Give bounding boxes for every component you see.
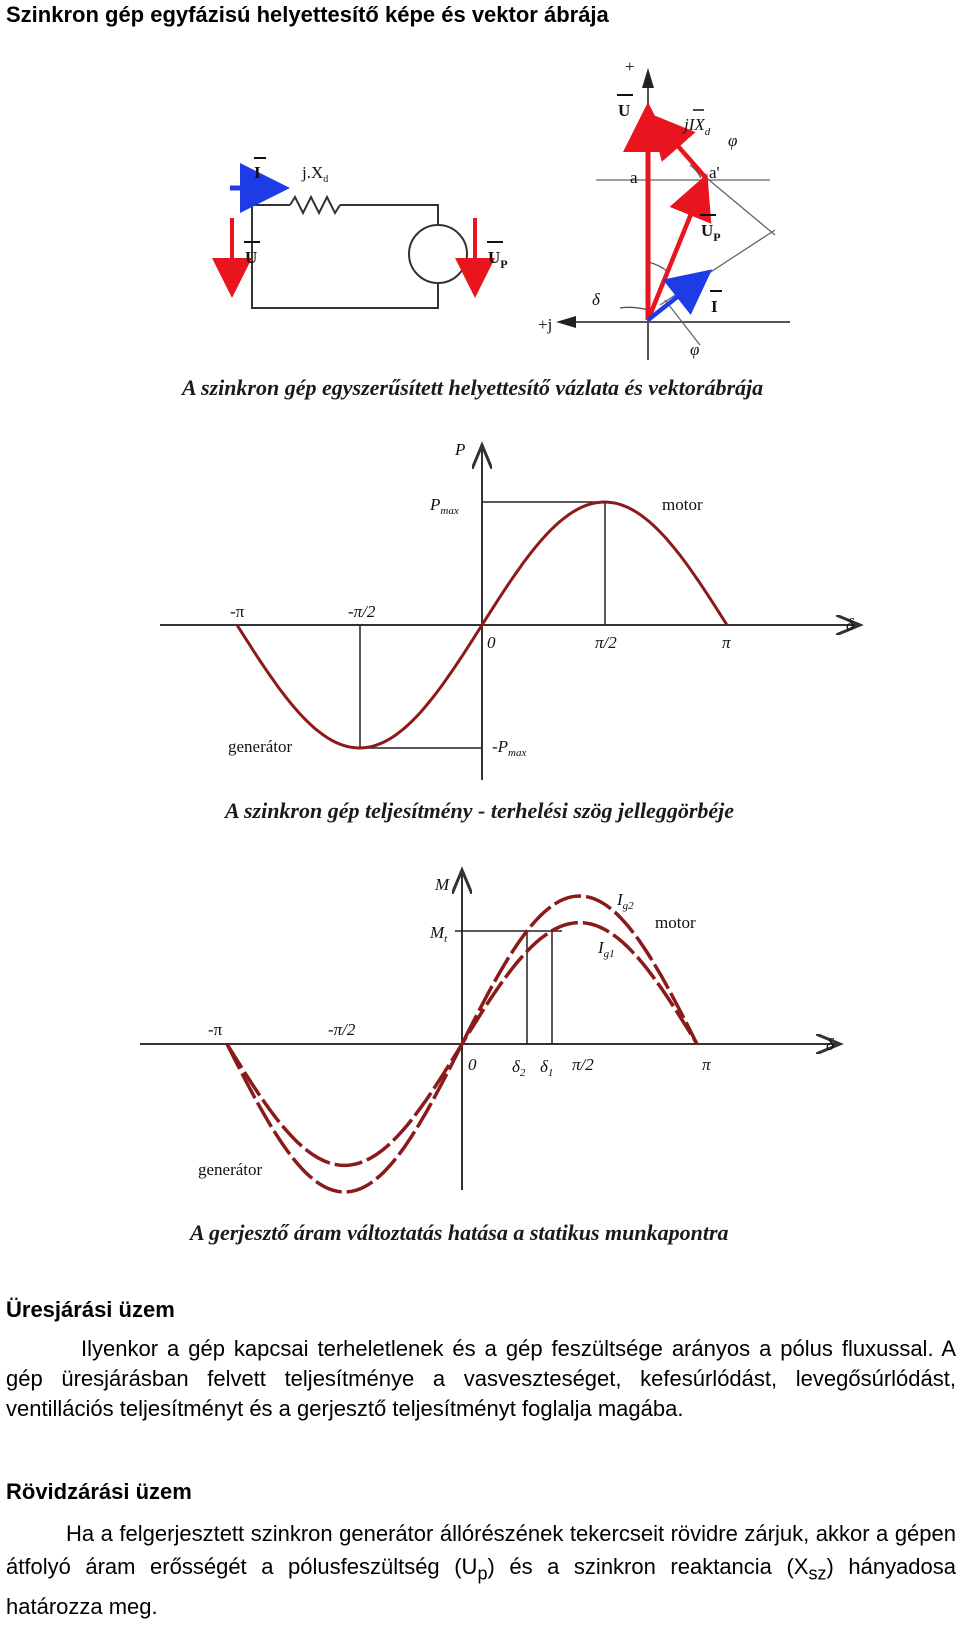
motor-label-2: motor: [655, 913, 696, 932]
generator-symbol: [409, 225, 467, 283]
plus-j-label: +j: [538, 315, 553, 334]
section2-paragraph: Ha a felgerjesztett szinkron generátor állórészének tekercseit rövidre zárjuk, akkor a gépen átfolyó áram erősségét a pólusfeszültség $(U_p)$ és a szinkron reaktancia $(X_{sz})$ hányadosa határozza meg.: [6, 1521, 957, 1620]
M-axis-label: M: [435, 875, 450, 894]
tick-pi2: π/2: [595, 633, 617, 652]
reactance-label: $j.X_d$: [302, 163, 329, 185]
neg-Pmax-label: $-P_{max}$: [492, 737, 527, 759]
tick-neg-pi: -π: [230, 602, 245, 621]
motor-label: motor: [662, 495, 703, 514]
delta-label: δ: [592, 290, 600, 309]
tick-neg-pi2: -π/2: [348, 602, 376, 621]
tick-neg-pi-2: -π: [208, 1020, 223, 1039]
Pmax-label: $P_{max}$: [430, 495, 459, 517]
tick-pi-2: π: [702, 1055, 711, 1074]
power-angle-chart: [0, 430, 960, 840]
plus-label: +: [625, 57, 635, 76]
phi-top-label: φ: [728, 131, 738, 150]
section2-heading: Rövidzárási üzem: [6, 1479, 192, 1504]
phi-bottom-label: φ: [690, 340, 700, 359]
tick-zero-2: 0: [468, 1055, 477, 1074]
a-label: a: [630, 168, 638, 187]
generator-label-2: generátor: [198, 1160, 263, 1179]
section1-paragraph: Ilyenkor a gép kapcsai terheletlenek és a gép feszültsége arányos a pólus fluxussal. A gép üresjárásban felvett teljesítménye a vasveszteséget, kefesúrlódást, levegősúrlódást, ventillációs teljesítményt és a gerjesztő teljesítményt foglalja magába.: [6, 1336, 956, 1421]
current-label: I: [254, 163, 261, 182]
figure2-caption: A szinkron gép teljesítmény - terhelési szög jelleggörbéje: [225, 798, 735, 823]
delta-axis-label-2: δ: [826, 1035, 834, 1054]
delta2-label: $\delta_2$: [512, 1057, 526, 1079]
Up-vector-label: $U_P$: [701, 221, 721, 244]
Ig2-label: $I_{g2}$: [617, 890, 634, 912]
generator-label: generátor: [228, 737, 293, 756]
figure3-caption: A gerjesztő áram változtatás hatása a statikus munkapontra: [190, 1220, 729, 1245]
tick-zero: 0: [487, 633, 496, 652]
P-axis-label: P: [455, 440, 466, 459]
circuit-schematic: [252, 197, 467, 308]
equivalent-circuit-figure: [0, 50, 960, 420]
I-vector-label: I: [711, 297, 718, 316]
a-prime-label: a': [709, 163, 720, 182]
tick-neg-pi2-2: -π/2: [328, 1020, 356, 1039]
figure1-caption: A szinkron gép egyszerűsített helyettesítő vázlata és vektorábrája: [182, 375, 764, 400]
excitation-effect-chart: [0, 850, 960, 1250]
delta-axis-label: δ: [846, 615, 854, 634]
tick-pi: π: [722, 633, 731, 652]
vector-diagram: [560, 72, 790, 360]
tick-pi2-2: π/2: [572, 1055, 594, 1074]
voltage-label: U: [245, 248, 258, 267]
pole-voltage-label: $U_P$: [488, 248, 508, 271]
section1-heading: Üresjárási üzem: [6, 1297, 175, 1322]
U-label: U: [618, 101, 631, 120]
jIXd-label: jIX$_d$: [684, 115, 711, 138]
reactance-resistor: [290, 197, 340, 213]
Ig1-label: $I_{g1}$: [598, 938, 615, 960]
Mt-label: $M_t$: [430, 923, 448, 945]
page-title: Szinkron gép egyfázisú helyettesítő képe és vektor ábrája: [6, 2, 609, 27]
delta1-label: $\delta_1$: [540, 1057, 554, 1079]
